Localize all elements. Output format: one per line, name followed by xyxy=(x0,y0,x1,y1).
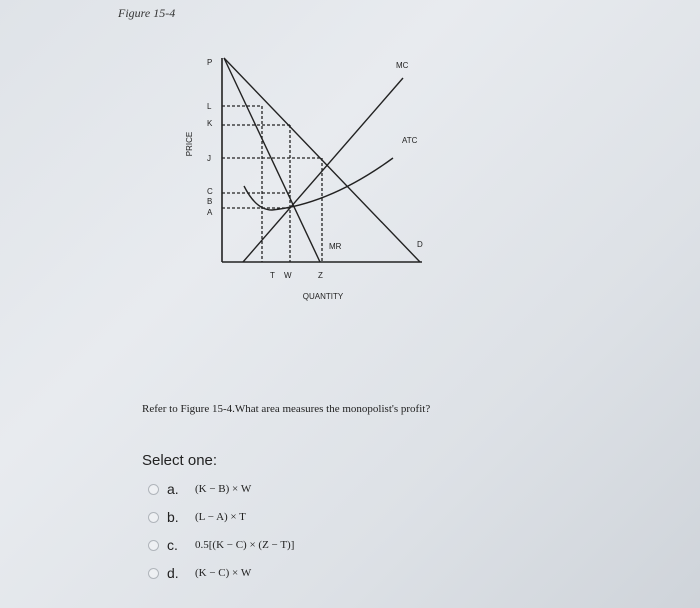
option-d[interactable] xyxy=(148,563,251,583)
x-tick-z: Z xyxy=(318,271,323,280)
option-b[interactable] xyxy=(148,507,246,527)
x-axis-title: QUANTITY xyxy=(302,292,344,301)
option-a-letter: a. xyxy=(167,481,179,497)
y-tick-j: J xyxy=(207,154,211,163)
figure-caption: Figure 15-4 xyxy=(118,6,176,20)
radio-c[interactable] xyxy=(148,540,159,551)
select-one-label: Select one: xyxy=(142,452,218,469)
option-d-letter: d. xyxy=(167,565,179,581)
y-tick-b: B xyxy=(207,197,213,206)
x-tick-w: W xyxy=(284,271,292,280)
option-c-letter: c. xyxy=(167,537,178,553)
option-a[interactable] xyxy=(148,479,251,499)
x-tick-t: T xyxy=(270,271,275,280)
question-text: Refer to Figure 15-4.What area measures the monopolist's profit? xyxy=(142,403,431,415)
mc-label: MC xyxy=(396,61,409,70)
atc-label: ATC xyxy=(402,136,418,145)
y-tick-k: K xyxy=(207,119,213,128)
radio-b[interactable] xyxy=(148,512,159,523)
y-tick-l: L xyxy=(207,102,212,111)
y-tick-a: A xyxy=(207,208,213,217)
radio-a[interactable] xyxy=(148,484,159,495)
radio-d[interactable] xyxy=(148,568,159,579)
option-d-text: (K − C) × W xyxy=(195,567,252,579)
y-axis-title: PRICE xyxy=(185,131,194,157)
mr-curve xyxy=(224,58,320,262)
y-tick-c: C xyxy=(207,187,213,196)
option-c-text: 0.5[(K − C) × (Z − T)] xyxy=(195,539,295,551)
mr-label: MR xyxy=(329,242,342,251)
demand-label: D xyxy=(417,240,423,249)
option-b-text: (L − A) × T xyxy=(195,511,246,523)
mc-curve xyxy=(243,78,403,262)
option-b-letter: b. xyxy=(167,509,179,525)
option-a-text: (K − B) × W xyxy=(195,483,252,495)
atc-curve xyxy=(244,158,393,210)
y-tick-p: P xyxy=(207,58,213,67)
option-c[interactable] xyxy=(148,535,294,555)
